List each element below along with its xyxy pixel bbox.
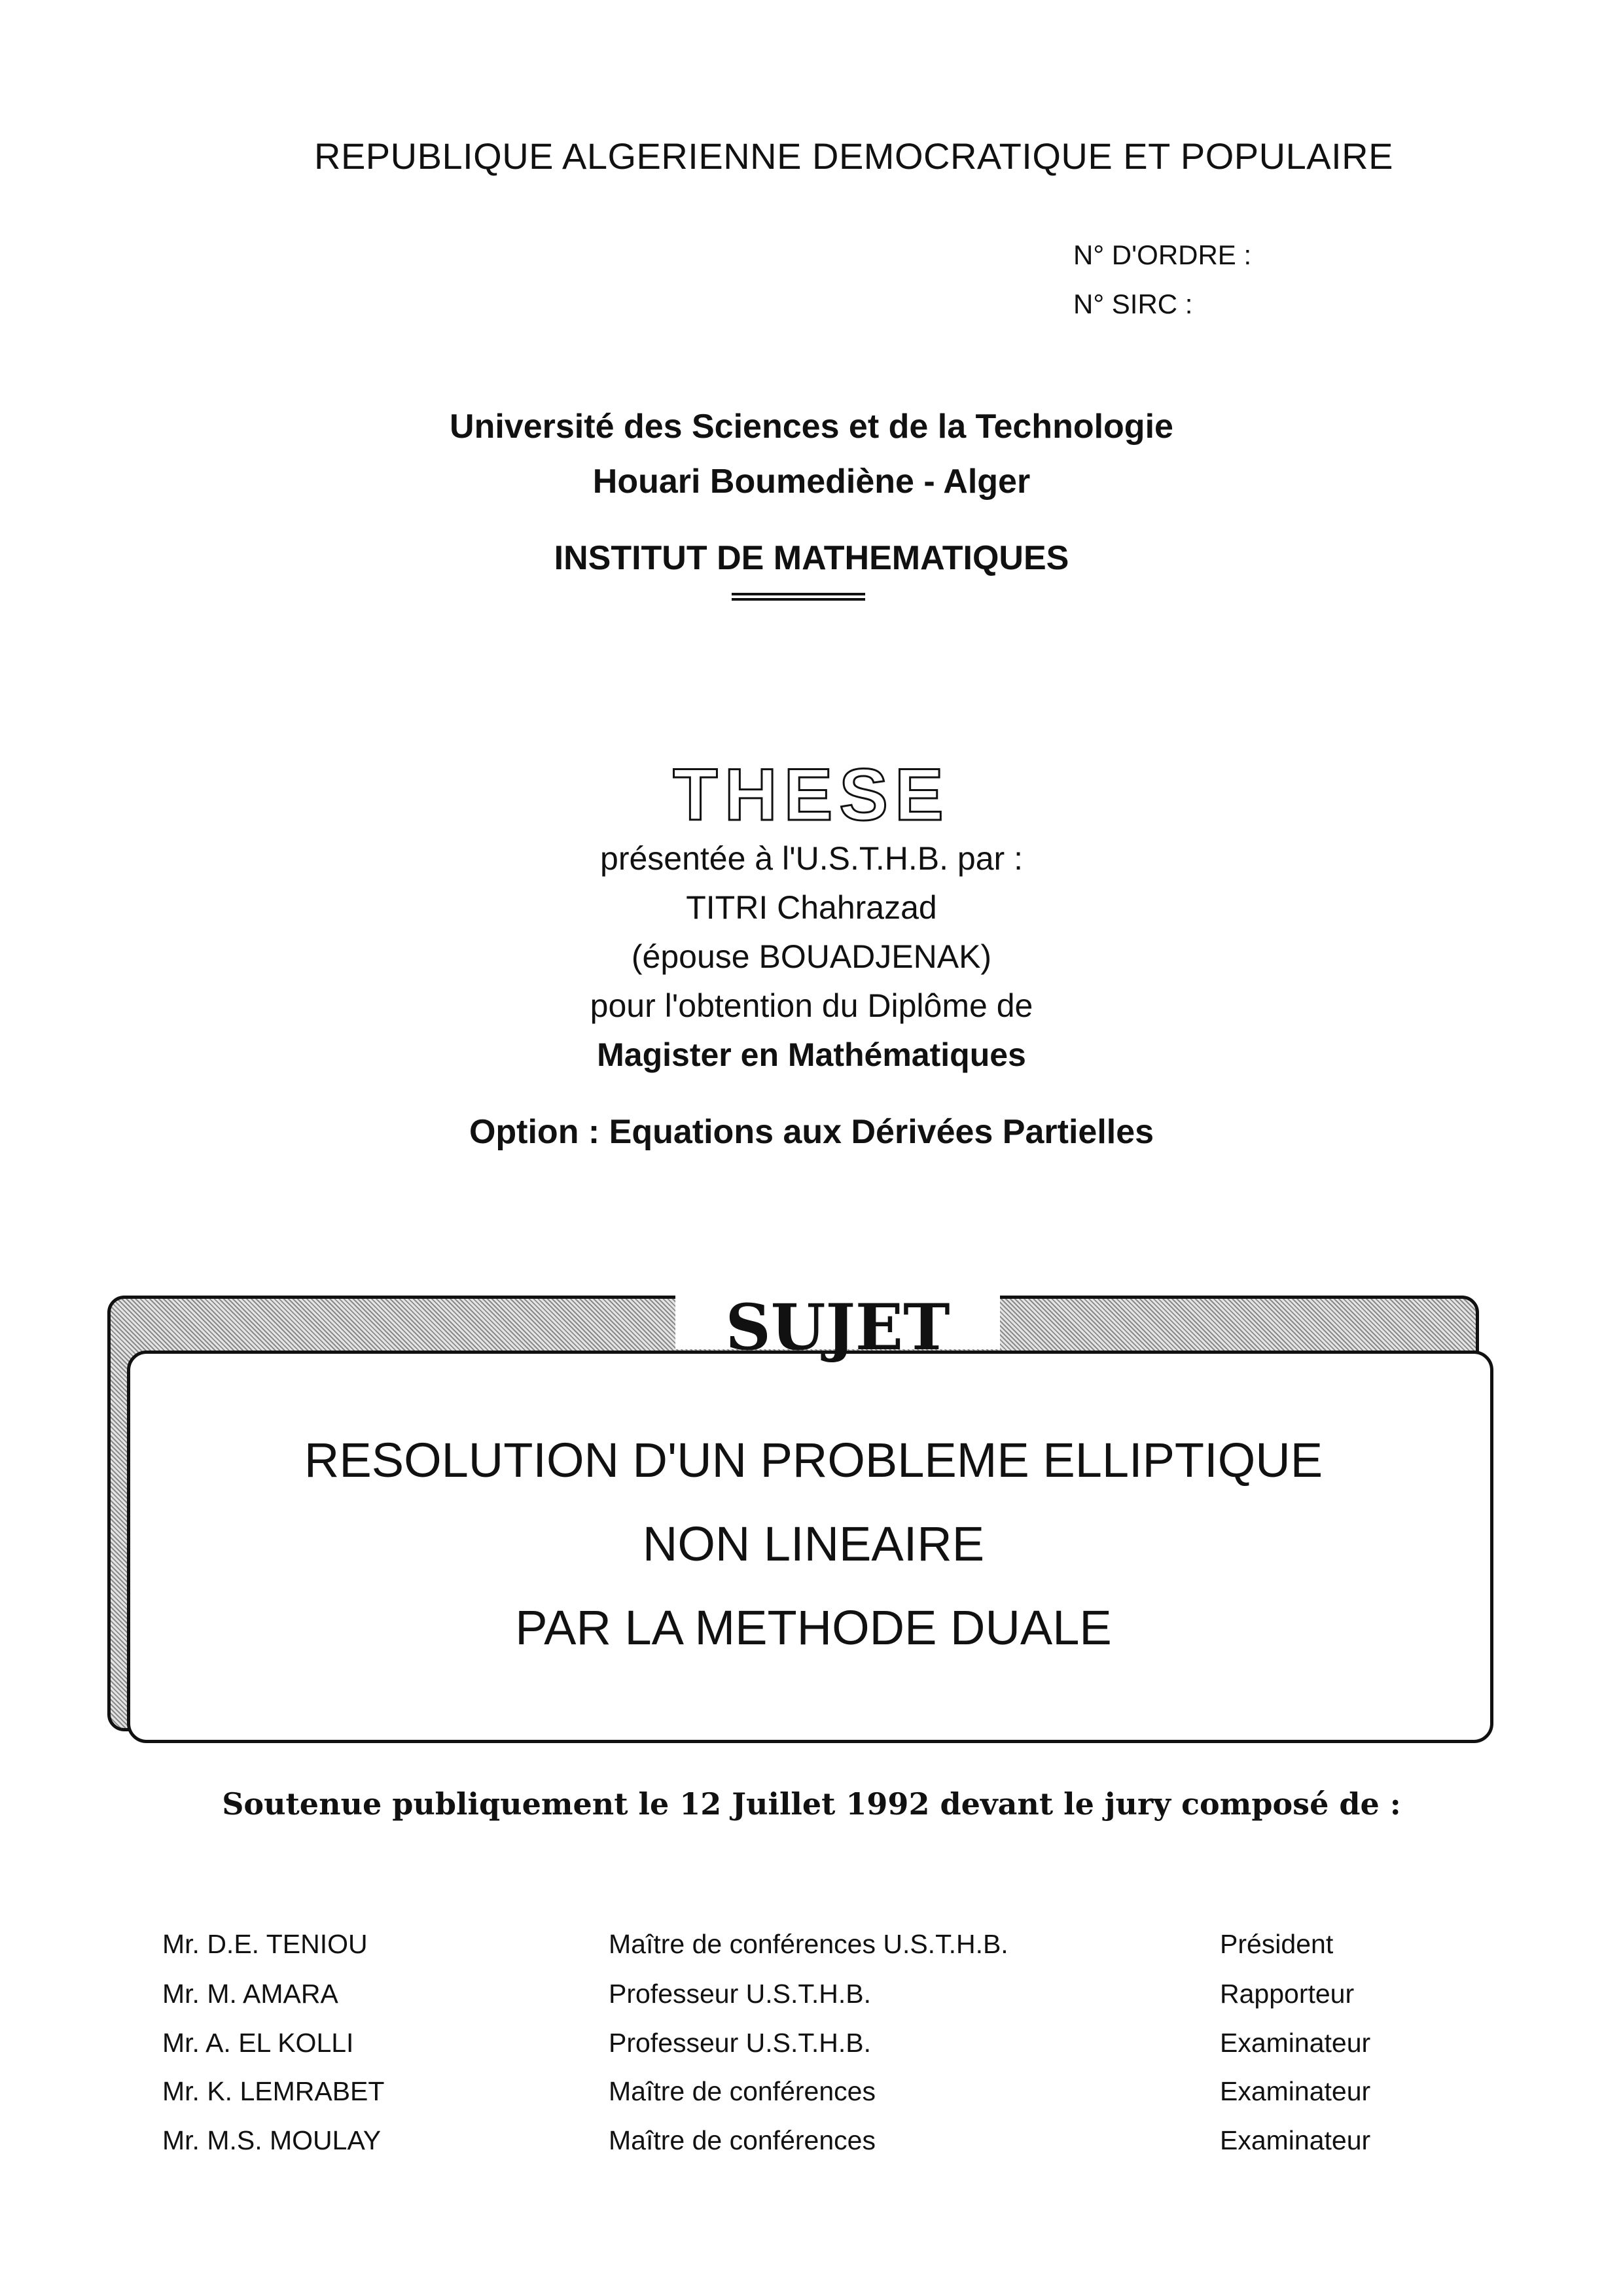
university-name-line1: Université des Sciences et de la Technologie (450, 408, 1173, 446)
order-number-label: N° D'ORDRE : (1073, 239, 1252, 270)
subject-line-3: PAR LA METHODE DUALE (515, 1600, 1112, 1655)
subject-frame (107, 1290, 1493, 1743)
author-married-name: (épouse BOUADJENAK) (631, 938, 992, 975)
republic-heading: REPUBLIQUE ALGERIENNE DEMOCRATIQUE ET POPULAIRE (314, 135, 1393, 177)
degree-name: Magister en Mathématiques (597, 1036, 1026, 1073)
jury-member-role: Examinateur (1220, 2125, 1371, 2155)
presented-by-line: présentée à l'U.S.T.H.B. par : (600, 840, 1023, 877)
jury-member-title: Maître de conférences (609, 2125, 876, 2155)
subject-line-1: RESOLUTION D'UN PROBLEME ELLIPTIQUE (304, 1433, 1323, 1487)
sirc-number-label: N° SIRC : (1073, 289, 1193, 319)
jury-member-name: Mr. M. AMARA (162, 1979, 338, 2009)
subject-line-2: NON LINEAIRE (642, 1517, 985, 1571)
jury-member-title: Professeur U.S.T.H.B. (609, 1979, 872, 2009)
university-name-line2: Houari Boumediène - Alger (592, 463, 1031, 501)
defense-statement: Soutenue publiquement le 12 Juillet 1992 devant le jury composé de : (222, 1786, 1401, 1822)
jury-member-role: Rapporteur (1220, 1979, 1355, 2009)
jury-member-role: Président (1220, 1929, 1334, 1959)
author-name: TITRI Chahrazad (686, 889, 937, 926)
jury-member-role: Examinateur (1220, 2076, 1371, 2106)
institute-name: INSTITUT DE MATHEMATIQUES (554, 539, 1069, 577)
jury-member-name: Mr. M.S. MOULAY (162, 2125, 382, 2155)
jury-member-role: Examinateur (1220, 2028, 1371, 2058)
thesis-title: THESE (673, 754, 950, 836)
diploma-purpose-line: pour l'obtention du Diplôme de (590, 987, 1033, 1024)
jury-member-name: Mr. D.E. TENIOU (162, 1929, 368, 1959)
jury-member-title: Maître de conférences U.S.T.H.B. (609, 1929, 1008, 1959)
jury-member-name: Mr. K. LEMRABET (162, 2076, 385, 2106)
jury-member-name: Mr. A. EL KOLLI (162, 2028, 354, 2058)
double-rule-divider (732, 593, 865, 601)
jury-member-title: Professeur U.S.T.H.B. (609, 2028, 872, 2058)
jury-member-title: Maître de conférences (609, 2076, 876, 2106)
subject-box (127, 1351, 1493, 1743)
option-line: Option : Equations aux Dérivées Partielles (469, 1113, 1154, 1151)
subject-label: SUJET (725, 1290, 950, 1364)
